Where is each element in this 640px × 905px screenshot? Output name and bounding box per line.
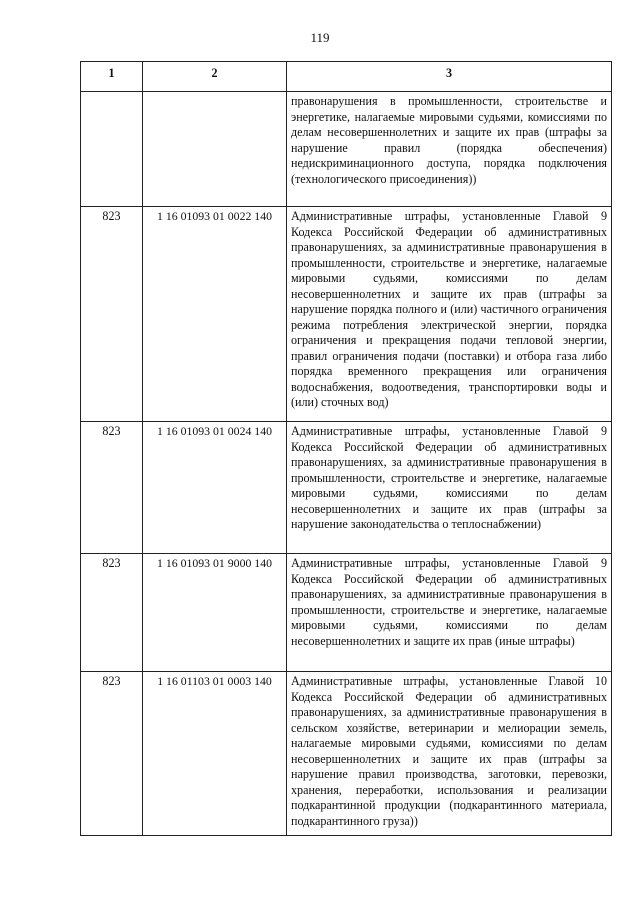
admin-code-cell: 823 — [81, 554, 143, 672]
budget-codes-table — [80, 61, 612, 836]
admin-code-cell — [81, 92, 143, 207]
admin-code-cell: 823 — [81, 207, 143, 422]
table-row — [81, 207, 612, 422]
admin-code-cell: 823 — [81, 422, 143, 554]
description-cell: Административные штрафы, установленные Главой 10 Кодекса Российской Федерации об административных правонарушениях, за административные правонарушения в сельском хозяйстве, ветеринарии и мелиорации земель, налагаемые мировыми судьями, комиссиями по делам несовершеннолетних и защите их прав (штрафы за нарушение правил производства, заготовки, перевозки, хранения, переработки, использования и реализации подкарантинной продукции (подкарантинного материала, подкарантинного груза)) — [287, 672, 612, 836]
column-header-3: 3 — [287, 62, 612, 92]
column-header-1: 1 — [81, 62, 143, 92]
kbk-code-cell: 1 16 01093 01 0022 140 — [143, 207, 287, 422]
kbk-code-cell — [143, 92, 287, 207]
header-row — [81, 62, 612, 92]
kbk-code-cell: 1 16 01103 01 0003 140 — [143, 672, 287, 836]
page-number: 119 — [310, 30, 330, 45]
table-row — [81, 422, 612, 554]
table-row — [81, 92, 612, 207]
kbk-code-cell: 1 16 01093 01 0024 140 — [143, 422, 287, 554]
table-row — [81, 672, 612, 836]
kbk-code-cell: 1 16 01093 01 9000 140 — [143, 554, 287, 672]
table-header — [81, 62, 612, 92]
column-header-2: 2 — [143, 62, 287, 92]
description-cell: правонарушения в промышленности, строительстве и энергетике, налагаемые мировыми судьями, комиссиями по делам несовершеннолетних и защите их прав (штрафы за нарушение правил (порядка обеспечения) недискриминационного доступа, порядка подключения (технологического присоединения)) — [287, 92, 612, 207]
table-body — [81, 92, 612, 836]
table-row — [81, 554, 612, 672]
description-cell: Административные штрафы, установленные Главой 9 Кодекса Российской Федерации об административных правонарушениях, за административные правонарушения в промышленности, строительстве и энергетике, налагаемые мировыми судьями, комиссиями по делам несовершеннолетних и защите их прав (штрафы за нарушение порядка полного и (или) частичного ограничения режима потребления электрической энергии, порядка ограничения и прекращения подачи тепловой энергии, правил ограничения подачи (поставки) и отбора газа либо порядка временного прекращения или ограничения водоснабжения, водоотведения, транспортировки воды и (или) сточных вод) — [287, 207, 612, 422]
admin-code-cell: 823 — [81, 672, 143, 836]
description-cell: Административные штрафы, установленные Главой 9 Кодекса Российской Федерации об административных правонарушениях, за административные правонарушения в промышленности, строительстве и энергетике, налагаемые мировыми судьями, комиссиями по делам несовершеннолетних и защите их прав (штрафы за нарушение законодательства о теплоснабжении) — [287, 422, 612, 554]
description-cell: Административные штрафы, установленные Главой 9 Кодекса Российской Федерации об административных правонарушениях, за административные правонарушения в промышленности, строительстве и энергетике, налагаемые мировыми судьями, комиссиями по делам несовершеннолетних и защите их прав (иные штрафы) — [287, 554, 612, 672]
